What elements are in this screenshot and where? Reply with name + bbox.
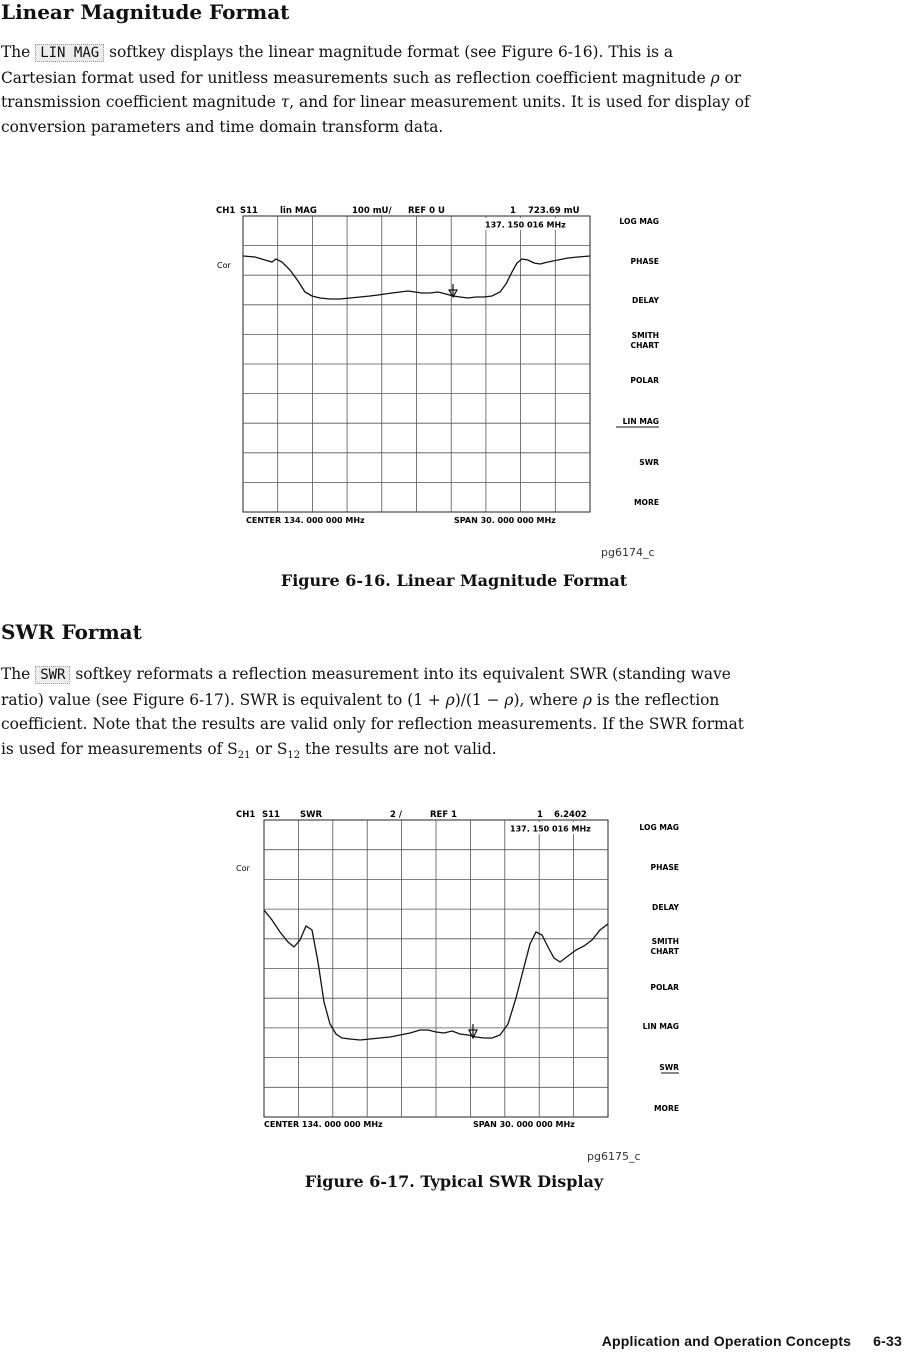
footer-title: Application and Operation Concepts <box>601 1333 852 1349</box>
param-label: S11 <box>240 206 258 216</box>
rho-symbol: ρ <box>445 690 455 709</box>
text-run: ), where <box>513 690 583 709</box>
marker-value: 6.2402 <box>554 810 587 820</box>
menu-polar: POLAR <box>650 983 679 992</box>
text-run: or S <box>250 739 288 758</box>
marker-frequency: 137. 150 016 MHz <box>510 824 591 834</box>
text-run: conversion parameters and time domain transform data. <box>1 117 444 136</box>
scale-label: 100 mU/ <box>352 206 392 216</box>
figure-caption-6-16: Figure 6-16. Linear Magnitude Format <box>280 571 628 590</box>
section-heading-swr: SWR Format <box>1 620 142 644</box>
scale-label: 2 / <box>390 810 402 820</box>
section-heading-linear-magnitude: Linear Magnitude Format <box>1 0 290 24</box>
menu-log-mag: LOG MAG <box>619 217 659 226</box>
subscript-21: 21 <box>237 749 251 761</box>
correction-indicator: Cor <box>236 864 250 873</box>
menu-phase: PHASE <box>630 257 659 266</box>
menu-delay: DELAY <box>652 903 679 912</box>
menu-delay: DELAY <box>632 296 659 305</box>
menu-smith: SMITH <box>631 331 659 340</box>
figure-swr-display <box>230 802 690 1172</box>
text-run: the results are not valid. <box>300 739 497 758</box>
center-frequency: CENTER 134. 000 000 MHz <box>246 516 365 525</box>
menu-phase: PHASE <box>650 863 679 872</box>
rho-symbol: ρ <box>582 690 592 709</box>
softkey-lin-mag: LIN MAG <box>35 44 104 62</box>
graticule-lines <box>264 820 608 1117</box>
paragraph-swr <box>1 662 907 768</box>
span-frequency: SPAN 30. 000 000 MHz <box>454 516 556 525</box>
page-number: 6-33 <box>873 1333 902 1349</box>
text-run: )/(1 − <box>454 690 505 709</box>
figure-id: pg6174_c <box>601 546 655 559</box>
menu-swr-selected: SWR <box>659 1063 679 1072</box>
menu-lin-mag-selected: LIN MAG <box>622 417 659 426</box>
menu-log-mag: LOG MAG <box>639 823 679 832</box>
ref-label: REF 0 U <box>408 206 445 216</box>
menu-swr: SWR <box>639 458 659 467</box>
menu-more: MORE <box>633 498 659 507</box>
span-frequency: SPAN 30. 000 000 MHz <box>473 1120 575 1129</box>
menu-polar: POLAR <box>630 376 659 385</box>
subscript-12: 12 <box>287 749 301 761</box>
marker-frequency: 137. 150 016 MHz <box>485 220 566 230</box>
text-run: is the reflection <box>591 690 720 709</box>
menu-chart: CHART <box>630 341 659 350</box>
menu-lin-mag: LIN MAG <box>642 1022 679 1031</box>
text-run: transmission coefficient magnitude <box>1 93 281 111</box>
marker-number: 1 <box>510 206 516 216</box>
text-run: coefficient. Note that the results are valid only for reflection measurements. If the SWR format <box>1 715 744 733</box>
format-label: lin MAG <box>280 206 317 216</box>
paragraph-linear-magnitude <box>1 40 907 139</box>
analyzer-screen-lin-mag <box>210 196 710 566</box>
text-run: softkey reformats a reflection measurement into its equivalent SWR (standing wave <box>70 665 731 683</box>
page-footer <box>580 1333 902 1349</box>
rho-symbol: ρ <box>710 68 720 87</box>
menu-more: MORE <box>653 1104 679 1113</box>
tau-symbol: τ <box>280 93 290 111</box>
menu-smith: SMITH <box>651 937 679 946</box>
ref-label: REF 1 <box>430 810 458 820</box>
marker-number: 1 <box>537 810 543 820</box>
text-run: is used for measurements of S <box>1 739 238 758</box>
center-frequency: CENTER 134. 000 000 MHz <box>264 1120 383 1129</box>
figure-id: pg6175_c <box>587 1150 641 1163</box>
param-label: S11 <box>262 810 280 820</box>
channel-label: CH1 <box>216 206 236 216</box>
text-run: Cartesian format used for unitless measurements such as reflection coefficient magnitude <box>1 68 711 87</box>
menu-chart: CHART <box>650 947 679 956</box>
rho-symbol: ρ <box>504 690 514 709</box>
format-label: SWR <box>300 810 323 820</box>
text-run: softkey displays the linear magnitude format (see Figure 6-16). This is a <box>104 43 674 61</box>
analyzer-screen-swr <box>230 802 690 1172</box>
figure-lin-mag-display <box>210 196 710 566</box>
text-run: , and for linear measurement units. It is used for display of <box>289 93 750 111</box>
correction-indicator: Cor <box>217 261 231 270</box>
marker-value: 723.69 mU <box>528 206 580 216</box>
text-run: or <box>719 68 742 87</box>
graticule-lines <box>243 216 590 512</box>
softkey-swr: SWR <box>35 666 70 684</box>
figure-caption-6-17: Figure 6-17. Typical SWR Display <box>304 1172 604 1191</box>
channel-label: CH1 <box>236 810 256 820</box>
text-run: ratio) value (see Figure 6-17). SWR is equivalent to (1 + <box>1 690 446 709</box>
text-run: The <box>1 665 36 683</box>
text-run: The <box>1 43 36 61</box>
